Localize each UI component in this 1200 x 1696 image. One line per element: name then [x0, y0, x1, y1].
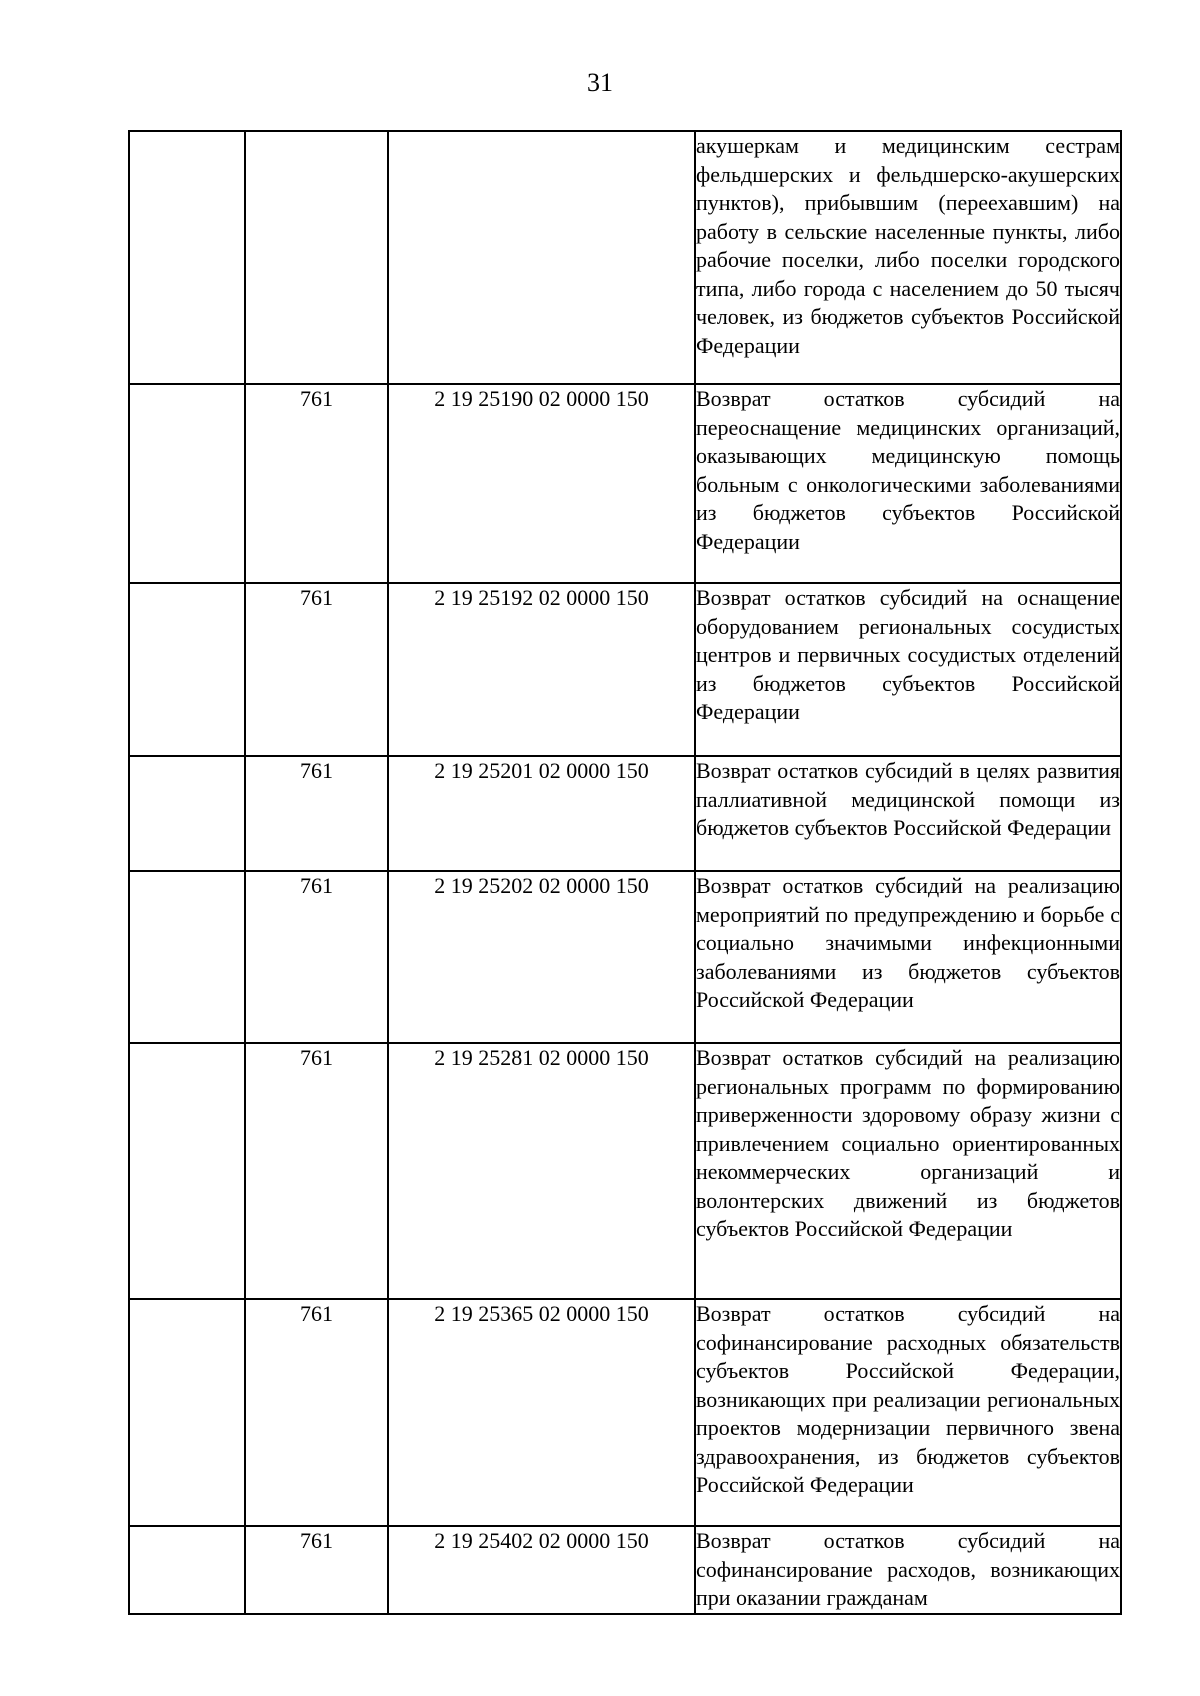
description-cell: акушеркам и медицинским сестрам фельдшерских и фельдшерско-акушерских пунктов), прибывшим (переехавшим) на работу в сельские населенные пункты, либо рабочие поселки, либо поселки городского типа, либо города с населением до 50 тысяч человек, из бюджетов субъектов Российской Федерации [695, 131, 1121, 384]
empty-cell [129, 756, 245, 871]
budget-code-cell: 2 19 25190 02 0000 150 [388, 384, 695, 583]
empty-cell [129, 1043, 245, 1299]
table-row [129, 1043, 1121, 1299]
admin-code-cell: 761 [245, 756, 388, 871]
description-cell: Возврат остатков субсидий на оснащение оборудованием региональных сосудистых центров и первичных сосудистых отделений из бюджетов субъектов Российской Федерации [695, 583, 1121, 756]
description-cell: Возврат остатков субсидий на софинансирование расходов, возникающих при оказании гражданам [695, 1526, 1121, 1614]
admin-code-cell: 761 [245, 871, 388, 1043]
admin-code-cell: 761 [245, 583, 388, 756]
table-row [129, 384, 1121, 583]
budget-code-cell: 2 19 25202 02 0000 150 [388, 871, 695, 1043]
table-row [129, 583, 1121, 756]
admin-code-cell: 761 [245, 1299, 388, 1526]
budget-code-cell: 2 19 25402 02 0000 150 [388, 1526, 695, 1614]
budget-code-cell: 2 19 25192 02 0000 150 [388, 583, 695, 756]
table-row [129, 131, 1121, 384]
description-cell: Возврат остатков субсидий на софинансирование расходных обязательств субъектов Российской Федерации, возникающих при реализации региональных проектов модернизации первичного звена здравоохранения, из бюджетов субъектов Российской Федерации [695, 1299, 1121, 1526]
budget-code-cell [388, 131, 695, 384]
admin-code-cell: 761 [245, 1043, 388, 1299]
description-cell: Возврат остатков субсидий на реализацию мероприятий по предупреждению и борьбе с социально значимыми инфекционными заболеваниями из бюджетов субъектов Российской Федерации [695, 871, 1121, 1043]
admin-code-cell [245, 131, 388, 384]
table-row [129, 871, 1121, 1043]
description-cell: Возврат остатков субсидий на переоснащение медицинских организаций, оказывающих медицинскую помощь больным с онкологическими заболеваниями из бюджетов субъектов Российской Федерации [695, 384, 1121, 583]
admin-code-cell: 761 [245, 1526, 388, 1614]
empty-cell [129, 1299, 245, 1526]
empty-cell [129, 131, 245, 384]
empty-cell [129, 871, 245, 1043]
budget-code-cell: 2 19 25365 02 0000 150 [388, 1299, 695, 1526]
budget-code-cell: 2 19 25281 02 0000 150 [388, 1043, 695, 1299]
description-cell: Возврат остатков субсидий в целях развития паллиативной медицинской помощи из бюджетов субъектов Российской Федерации [695, 756, 1121, 871]
budget-code-cell: 2 19 25201 02 0000 150 [388, 756, 695, 871]
empty-cell [129, 384, 245, 583]
table-row [129, 1526, 1121, 1614]
description-cell: Возврат остатков субсидий на реализацию региональных программ по формированию приверженности здоровому образу жизни с привлечением социально ориентированных некоммерческих организаций и волонтерских движений из бюджетов субъектов Российской Федерации [695, 1043, 1121, 1299]
table-row [129, 756, 1121, 871]
empty-cell [129, 583, 245, 756]
admin-code-cell: 761 [245, 384, 388, 583]
empty-cell [129, 1526, 245, 1614]
budget-code-table [128, 130, 1122, 1615]
table-row [129, 1299, 1121, 1526]
page-number: 31 [587, 68, 613, 97]
